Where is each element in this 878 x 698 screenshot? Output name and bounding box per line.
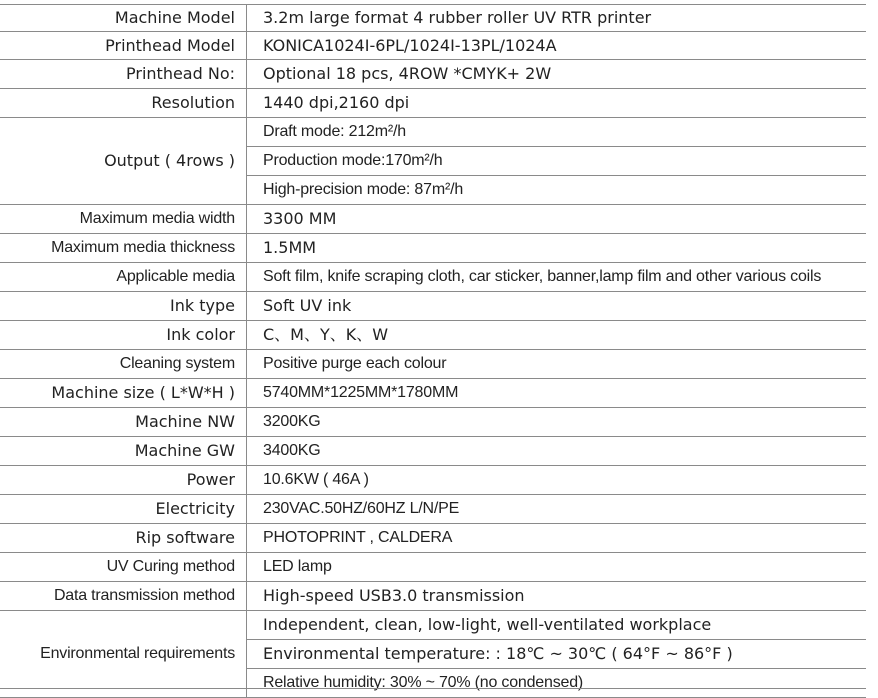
spec-label-printhead-no: Printhead No: [0, 60, 247, 89]
table-row [0, 350, 866, 379]
table-row [0, 263, 866, 292]
spec-label-machine-nw: Machine NW [0, 408, 247, 437]
spec-value-machine-nw: 3200KG [247, 408, 867, 437]
table-row [0, 118, 866, 147]
spec-value-output-production: Production mode:170m²/h [247, 147, 867, 176]
spec-label-max-media-width: Maximum media width [0, 205, 247, 234]
spec-label-machine-gw: Machine GW [0, 437, 247, 466]
spec-value-uv-curing-method: LED lamp [247, 553, 867, 582]
spec-value-machine-model: 3.2m large format 4 rubber roller UV RTR printer [247, 4, 867, 32]
spec-value-output-draft: Draft mode: 212m²/h [247, 118, 867, 147]
table-row [0, 379, 866, 408]
table-bottom-rule [0, 688, 866, 689]
spec-label-printhead-model: Printhead Model [0, 32, 247, 60]
spec-label-cleaning-system: Cleaning system [0, 350, 247, 379]
spec-label-power: Power [0, 466, 247, 495]
spec-value-printhead-no: Optional 18 pcs, 4ROW *CMYK+ 2W [247, 60, 867, 89]
table-row [0, 292, 866, 321]
table-row [0, 234, 866, 263]
spec-label-uv-curing-method: UV Curing method [0, 553, 247, 582]
table-row [0, 466, 866, 495]
spec-value-applicable-media: Soft film, knife scraping cloth, car sticker, banner,lamp film and other various coils [247, 263, 867, 292]
spec-value-environmental-temperature: Environmental temperature: : 18℃ ~ 30℃ ( 64°F ~ 86°F ) [247, 640, 867, 669]
table-row [0, 553, 866, 582]
spec-label-output: Output ( 4rows ) [0, 118, 247, 205]
table-row [0, 60, 866, 89]
spec-label-max-media-thickness: Maximum media thickness [0, 234, 247, 263]
spec-value-ink-color: C、M、Y、K、W [247, 321, 867, 350]
spec-label-ink-type: Ink type [0, 292, 247, 321]
spec-value-machine-gw: 3400KG [247, 437, 867, 466]
spec-value-max-media-thickness: 1.5MM [247, 234, 867, 263]
table-row [0, 437, 866, 466]
table-row [0, 89, 866, 118]
table-row [0, 321, 866, 350]
spec-value-cleaning-system: Positive purge each colour [247, 350, 867, 379]
spec-value-machine-size: 5740MM*1225MM*1780MM [247, 379, 867, 408]
spec-label-ink-color: Ink color [0, 321, 247, 350]
table-row [0, 32, 866, 60]
spec-value-electricity: 230VAC.50HZ/60HZ L/N/PE [247, 495, 867, 524]
table-row [0, 582, 866, 611]
spec-value-environmental-humidity: Relative humidity: 30% ~ 70% (no condensed) [247, 669, 867, 698]
table-row [0, 408, 866, 437]
spec-label-machine-size: Machine size ( L*W*H ) [0, 379, 247, 408]
table-row [0, 495, 866, 524]
spec-value-ink-type: Soft UV ink [247, 292, 867, 321]
spec-value-environmental-workplace: Independent, clean, low-light, well-ventilated workplace [247, 611, 867, 640]
spec-table [0, 4, 866, 698]
spec-value-data-transmission: High-speed USB3.0 transmission [247, 582, 867, 611]
spec-label-applicable-media: Applicable media [0, 263, 247, 292]
spec-label-electricity: Electricity [0, 495, 247, 524]
spec-value-power: 10.6KW ( 46A ) [247, 466, 867, 495]
spec-value-max-media-width: 3300 MM [247, 205, 867, 234]
spec-label-environmental: Environmental requirements [0, 611, 247, 698]
table-row [0, 205, 866, 234]
spec-value-printhead-model: KONICA1024I-6PL/1024I-13PL/1024A [247, 32, 867, 60]
spec-label-resolution: Resolution [0, 89, 247, 118]
table-row [0, 4, 866, 32]
spec-label-machine-model: Machine Model [0, 4, 247, 32]
spec-value-output-high-precision: High-precision mode: 87m²/h [247, 176, 867, 205]
spec-label-data-transmission: Data transmission method [0, 582, 247, 611]
table-row [0, 611, 866, 640]
spec-label-rip-software: Rip software [0, 524, 247, 553]
spec-value-resolution: 1440 dpi,2160 dpi [247, 89, 867, 118]
table-row [0, 524, 866, 553]
spec-value-rip-software: PHOTOPRINT , CALDERA [247, 524, 867, 553]
